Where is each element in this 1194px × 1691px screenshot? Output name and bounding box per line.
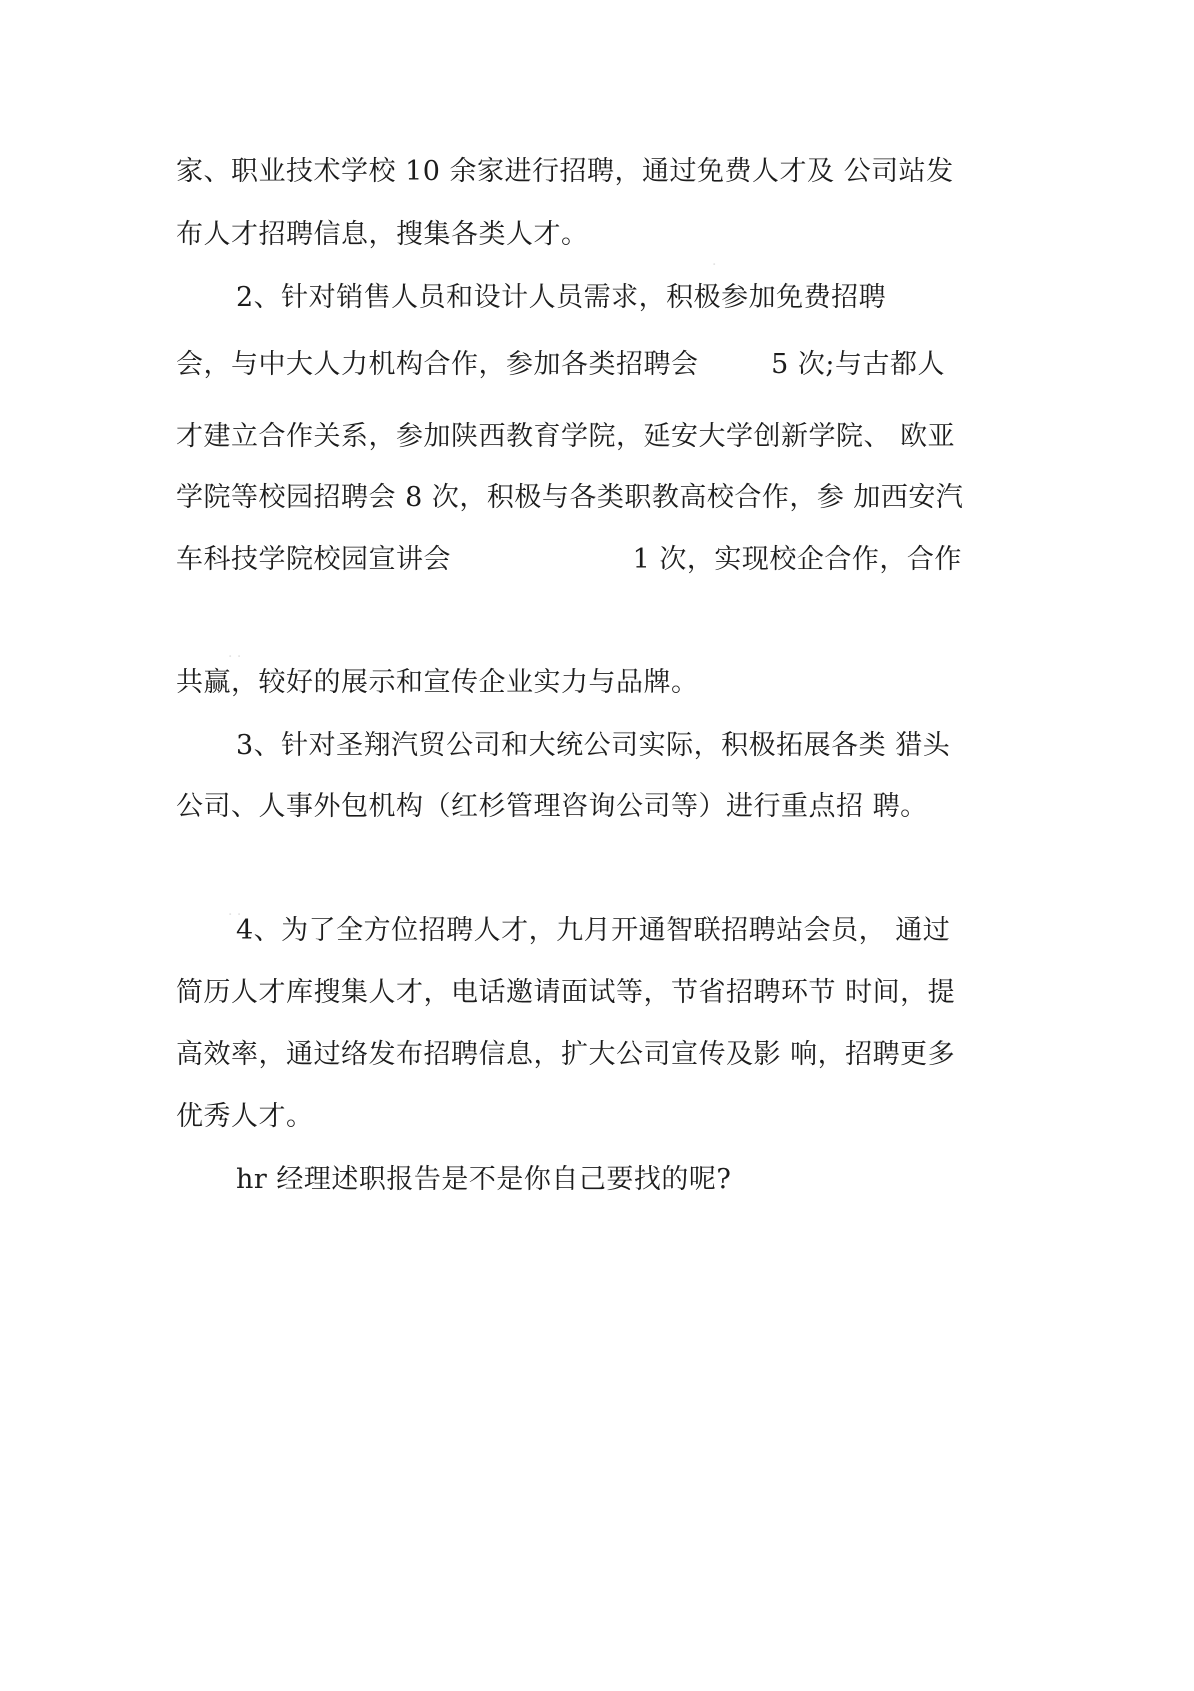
scan-speck: · · [228,649,242,665]
scan-speck: · · [228,907,242,923]
text-line-9: 3、针对圣翔汽贸公司和大统公司实际，积极拓展各类 猎头 [236,730,951,761]
text-line-11: 4、为了全方位招聘人才，九月开通智联招聘站会员， 通过 [236,915,951,946]
text-line-5: 才建立合作关系，参加陕西教育学院，延安大学创新学院、 欧亚 [176,421,956,452]
text-line-3: 2、针对销售人员和设计人员需求，积极参加免费招聘 [236,282,887,313]
text-line-1: 家、职业技术学校 10 余家进行招聘，通过免费人才及 公司站发 [176,156,954,187]
text-line-10: 公司、人事外包机构（红杉管理咨询公司等）进行重点招 聘。 [176,791,928,822]
text-line-6: 学院等校园招聘会 8 次，积极与各类职教高校合作，参 加西安汽 [176,482,964,513]
text-line-8: 共赢，较好的展示和宣传企业实力与品牌。 [176,667,699,698]
text-line-7: 车科技学院校园宣讲会 1 次，实现校企合作，合作 [176,544,962,575]
text-line-2: 布人才招聘信息，搜集各类人才。 [176,219,589,250]
text-line-14: 优秀人才。 [176,1101,314,1132]
text-line-12: 简历人才库搜集人才，电话邀请面试等，节省招聘环节 时间，提 [176,977,956,1008]
text-line-13: 高效率，通过络发布招聘信息，扩大公司宣传及影 响，招聘更多 [176,1039,956,1070]
text-line-4: 会，与中大人力机构合作，参加各类招聘会 5 次;与古都人 [176,349,946,380]
text-line-15: hr 经理述职报告是不是你自己要找的呢? [236,1164,732,1195]
scan-speck: · [712,257,717,273]
